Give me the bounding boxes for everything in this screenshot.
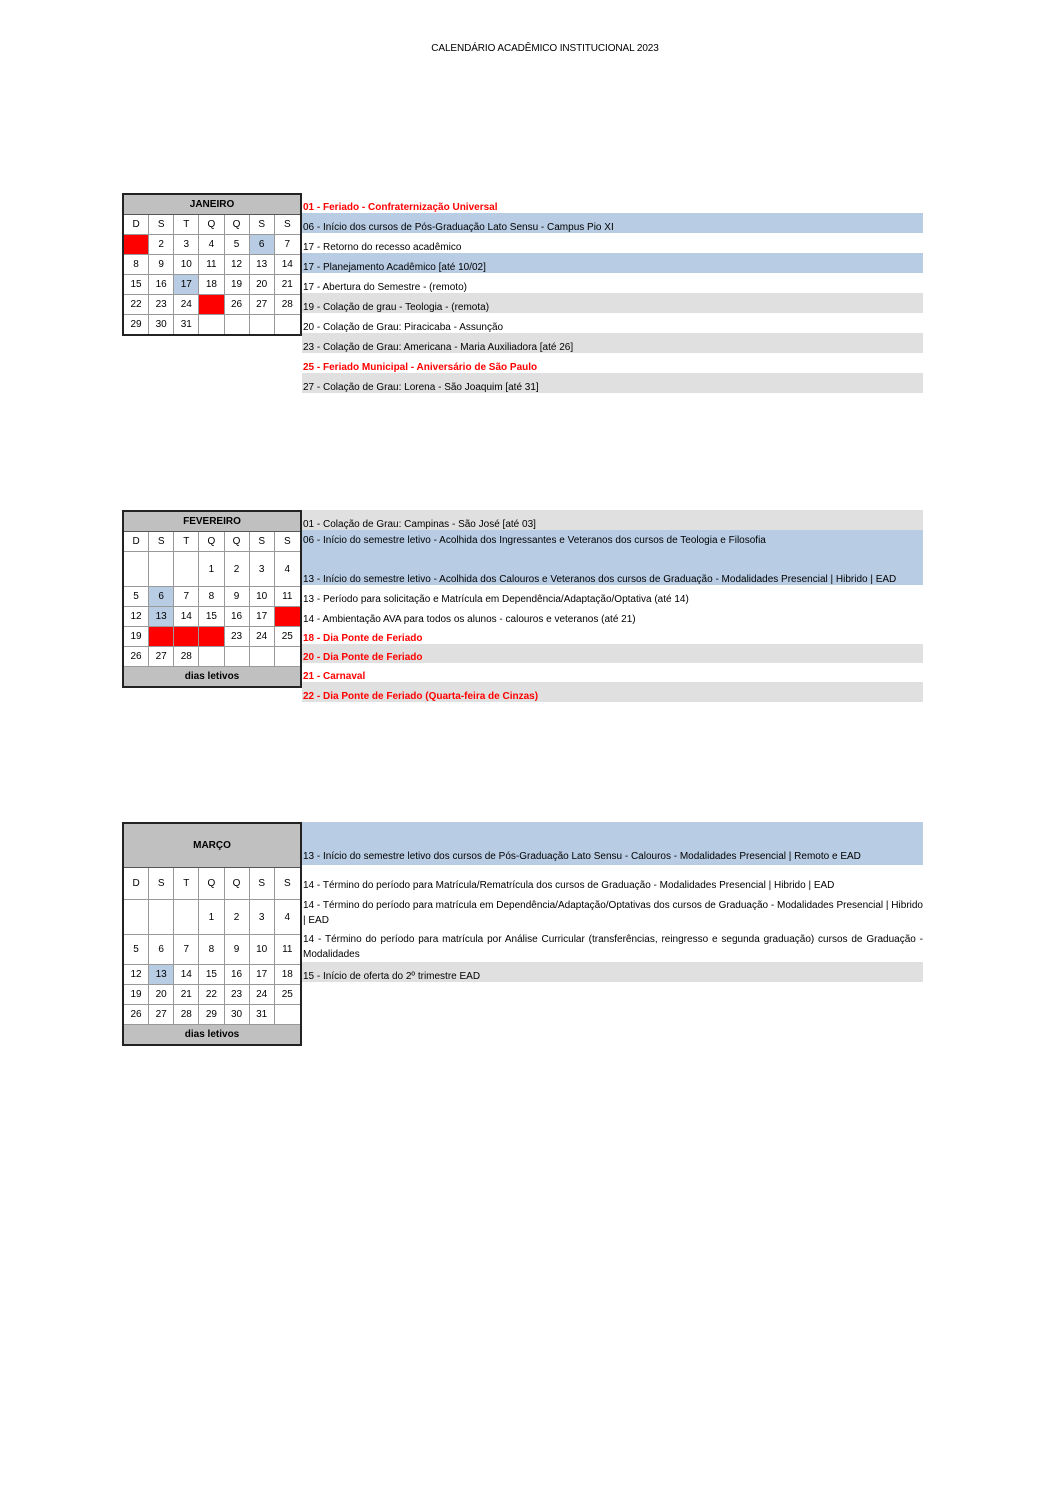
- day-cell: 28: [275, 295, 300, 315]
- week-row: [124, 587, 300, 607]
- weekday-header: [124, 215, 300, 235]
- week-row: [124, 935, 300, 965]
- day-cell: 15: [199, 965, 224, 985]
- day-cell-holiday: 20: [149, 627, 174, 647]
- day-cell: [149, 552, 174, 587]
- weekday-label: S: [250, 215, 275, 235]
- weekday-label: S: [250, 868, 275, 900]
- week-row: [124, 235, 300, 255]
- day-cell: 3: [250, 552, 275, 587]
- day-cell: 5: [225, 235, 250, 255]
- day-cell: 24: [250, 627, 275, 647]
- day-cell: 16: [149, 275, 174, 295]
- day-cell-highlight: 17: [174, 275, 199, 295]
- day-cell: 18: [199, 275, 224, 295]
- day-cell: 31: [250, 1005, 275, 1025]
- event-item: 25 - Feriado Municipal - Aniversário de São Paulo: [303, 362, 538, 373]
- day-cell: [174, 552, 199, 587]
- weekday-label: D: [124, 868, 149, 900]
- week-row: [124, 647, 300, 667]
- day-cell: 12: [124, 965, 149, 985]
- day-cell: [250, 315, 275, 334]
- day-cell: 12: [124, 607, 149, 627]
- day-cell: 8: [124, 255, 149, 275]
- week-row: [124, 255, 300, 275]
- day-cell: [124, 552, 149, 587]
- day-cell: 1: [199, 552, 224, 587]
- day-cell-highlight: 13: [149, 965, 174, 985]
- calendar-february: [122, 510, 302, 688]
- day-cell: 21: [174, 985, 199, 1005]
- event-item: 14 - Término do período para matrícula por Análise Curricular (transferências, reingresso e segunda graduação) cursos de Graduação - Modalidades: [303, 934, 923, 960]
- day-cell: [275, 315, 300, 334]
- school-days-footer: dias letivos: [124, 1025, 300, 1044]
- day-cell: 4: [275, 900, 300, 935]
- weekday-label: Q: [225, 215, 250, 235]
- event-item: 27 - Colação de Grau: Lorena - São Joaquim [até 31]: [302, 373, 923, 393]
- event-item: 14 - Término do período para matrícula em Dependência/Adaptação/Optativas dos cursos de Graduação - Modalidades Presencial | Hibrido | EAD: [303, 900, 923, 926]
- events-january: [302, 193, 923, 393]
- day-cell: 29: [124, 315, 149, 334]
- day-cell: 9: [225, 935, 250, 965]
- weekday-label: S: [149, 532, 174, 552]
- day-cell: 1: [199, 900, 224, 935]
- day-cell-holiday: 22: [199, 627, 224, 647]
- day-cell: 28: [174, 1005, 199, 1025]
- event-item: 13 - Período para solicitação e Matrícula em Dependência/Adaptação/Optativa (até 14): [303, 594, 689, 605]
- weekday-label: T: [174, 868, 199, 900]
- event-item: 18 - Dia Ponte de Feriado: [303, 633, 423, 644]
- day-cell: 17: [250, 965, 275, 985]
- week-row: [124, 295, 300, 315]
- day-cell: 11: [275, 587, 300, 607]
- event-item: 13 - Início do semestre letivo - Acolhida dos Calouros e Veteranos dos cursos de Graduação - Modalidades Presencial | Hibrido | EAD: [302, 550, 923, 585]
- weekday-label: D: [124, 532, 149, 552]
- day-cell: 28: [174, 647, 199, 667]
- day-cell: 10: [250, 587, 275, 607]
- day-cell: [199, 315, 224, 334]
- day-cell: 18: [275, 965, 300, 985]
- week-row: [124, 315, 300, 334]
- day-cell: 7: [174, 587, 199, 607]
- event-item: 17 - Abertura do Semestre - (remoto): [303, 282, 467, 293]
- weekday-label: S: [250, 532, 275, 552]
- day-cell: 25: [275, 627, 300, 647]
- day-cell: 10: [174, 255, 199, 275]
- day-cell-holiday: 18: [275, 607, 300, 627]
- events-march: [302, 822, 923, 982]
- day-cell: 20: [149, 985, 174, 1005]
- day-cell: 21: [275, 275, 300, 295]
- school-days-footer: dias letivos: [124, 667, 300, 686]
- event-item: 17 - Planejamento Acadêmico [até 10/02]: [302, 253, 923, 273]
- day-cell: 23: [225, 627, 250, 647]
- day-cell: 27: [250, 295, 275, 315]
- day-cell: 5: [124, 935, 149, 965]
- day-cell: 24: [250, 985, 275, 1005]
- day-cell: 2: [225, 900, 250, 935]
- event-item: 19 - Colação de grau - Teologia - (remota): [302, 293, 923, 313]
- event-item: 06 - Início do semestre letivo - Acolhida dos Ingressantes e Veteranos dos cursos de Teologia e Filosofia: [302, 530, 923, 550]
- day-cell: 19: [124, 627, 149, 647]
- day-cell: 24: [174, 295, 199, 315]
- event-item: 14 - Ambientação AVA para todos os alunos - calouros e veteranos (até 21): [303, 614, 636, 625]
- day-cell-holiday: 1: [124, 235, 149, 255]
- week-row: [124, 552, 300, 587]
- week-row: [124, 985, 300, 1005]
- day-cell: 26: [124, 1005, 149, 1025]
- day-cell: [174, 900, 199, 935]
- day-cell: 9: [225, 587, 250, 607]
- weekday-label: S: [275, 868, 300, 900]
- day-cell: 27: [149, 647, 174, 667]
- event-item: 22 - Dia Ponte de Feriado (Quarta-feira de Cinzas): [302, 682, 923, 702]
- month-title: FEVEREIRO: [124, 512, 300, 532]
- weekday-header: [124, 868, 300, 900]
- weekday-label: D: [124, 215, 149, 235]
- day-cell: 26: [124, 647, 149, 667]
- day-cell: 19: [225, 275, 250, 295]
- month-title: MARÇO: [124, 824, 300, 868]
- event-item: 17 - Retorno do recesso acadêmico: [303, 242, 462, 253]
- weekday-label: S: [275, 532, 300, 552]
- week-row: [124, 900, 300, 935]
- day-cell: [149, 900, 174, 935]
- day-cell: 25: [275, 985, 300, 1005]
- week-row: [124, 965, 300, 985]
- day-cell: 12: [225, 255, 250, 275]
- weekday-label: S: [149, 868, 174, 900]
- day-cell: 2: [225, 552, 250, 587]
- day-cell: 30: [149, 315, 174, 334]
- day-cell: [225, 315, 250, 334]
- day-cell: [275, 1005, 300, 1025]
- day-cell: 27: [149, 1005, 174, 1025]
- day-cell: 15: [124, 275, 149, 295]
- event-item: 14 - Término do período para Matrícula/Rematrícula dos cursos de Graduação - Modalidades Presencial | Hibrido | EAD: [303, 880, 835, 891]
- page-title: CALENDÁRIO ACADÊMICO INSTITUCIONAL 2023: [431, 43, 659, 54]
- day-cell: 7: [174, 935, 199, 965]
- weekday-label: Q: [199, 868, 224, 900]
- day-cell: 30: [225, 1005, 250, 1025]
- day-cell: 5: [124, 587, 149, 607]
- day-cell: [250, 647, 275, 667]
- day-cell: 2: [149, 235, 174, 255]
- day-cell: 4: [199, 235, 224, 255]
- events-february: [302, 510, 923, 702]
- day-cell: 23: [149, 295, 174, 315]
- event-item: 20 - Dia Ponte de Feriado: [302, 644, 923, 663]
- month-title: JANEIRO: [124, 195, 300, 215]
- day-cell: 14: [174, 607, 199, 627]
- weekday-label: S: [149, 215, 174, 235]
- day-cell: 17: [250, 607, 275, 627]
- week-row: [124, 1005, 300, 1025]
- calendar-march: [122, 822, 302, 1046]
- day-cell: 14: [174, 965, 199, 985]
- day-cell: 22: [199, 985, 224, 1005]
- day-cell: [124, 900, 149, 935]
- day-cell: 22: [124, 295, 149, 315]
- day-cell: 7: [275, 235, 300, 255]
- event-item: 01 - Feriado - Confraternização Universal: [303, 202, 498, 213]
- day-cell: 8: [199, 935, 224, 965]
- day-cell: 3: [174, 235, 199, 255]
- day-cell: 9: [149, 255, 174, 275]
- weekday-header: [124, 532, 300, 552]
- weekday-label: S: [275, 215, 300, 235]
- day-cell: 3: [250, 900, 275, 935]
- event-item: 23 - Colação de Grau: Americana - Maria Auxiliadora [até 26]: [302, 333, 923, 353]
- weekday-label: Q: [225, 532, 250, 552]
- event-item: 15 - Início de oferta do 2º trimestre EAD: [302, 962, 923, 982]
- weekday-label: Q: [225, 868, 250, 900]
- day-cell: 11: [275, 935, 300, 965]
- week-row: [124, 607, 300, 627]
- day-cell: 31: [174, 315, 199, 334]
- day-cell: 26: [225, 295, 250, 315]
- weekday-label: Q: [199, 215, 224, 235]
- day-cell: 16: [225, 965, 250, 985]
- day-cell: 4: [275, 552, 300, 587]
- day-cell: 20: [250, 275, 275, 295]
- event-item: 06 - Início dos cursos de Pós-Graduação Lato Sensu - Campus Pio XI: [302, 213, 923, 233]
- day-cell-holiday: 25: [199, 295, 224, 315]
- day-cell: 8: [199, 587, 224, 607]
- day-cell-highlight: 6: [250, 235, 275, 255]
- day-cell: 23: [225, 985, 250, 1005]
- weekday-label: Q: [199, 532, 224, 552]
- day-cell: 10: [250, 935, 275, 965]
- day-cell: 14: [275, 255, 300, 275]
- day-cell: 6: [149, 935, 174, 965]
- day-cell-holiday: 21: [174, 627, 199, 647]
- day-cell: 16: [225, 607, 250, 627]
- day-cell: 19: [124, 985, 149, 1005]
- day-cell: 13: [250, 255, 275, 275]
- day-cell: 29: [199, 1005, 224, 1025]
- event-item: 13 - Início do semestre letivo dos cursos de Pós-Graduação Lato Sensu - Calouros - Modalidades Presencial | Remoto e EAD: [302, 822, 923, 865]
- day-cell-highlight: 13: [149, 607, 174, 627]
- calendar-january: [122, 193, 302, 336]
- day-cell: 15: [199, 607, 224, 627]
- day-cell: [199, 647, 224, 667]
- week-row: [124, 275, 300, 295]
- week-row: [124, 627, 300, 647]
- weekday-label: T: [174, 215, 199, 235]
- event-item: 01 - Colação de Grau: Campinas - São José [até 03]: [302, 510, 923, 530]
- event-item: 20 - Colação de Grau: Piracicaba - Assunção: [303, 322, 504, 333]
- event-item: 21 - Carnaval: [303, 671, 366, 682]
- weekday-label: T: [174, 532, 199, 552]
- day-cell: 11: [199, 255, 224, 275]
- day-cell-highlight: 6: [149, 587, 174, 607]
- day-cell: [275, 647, 300, 667]
- day-cell: [225, 647, 250, 667]
